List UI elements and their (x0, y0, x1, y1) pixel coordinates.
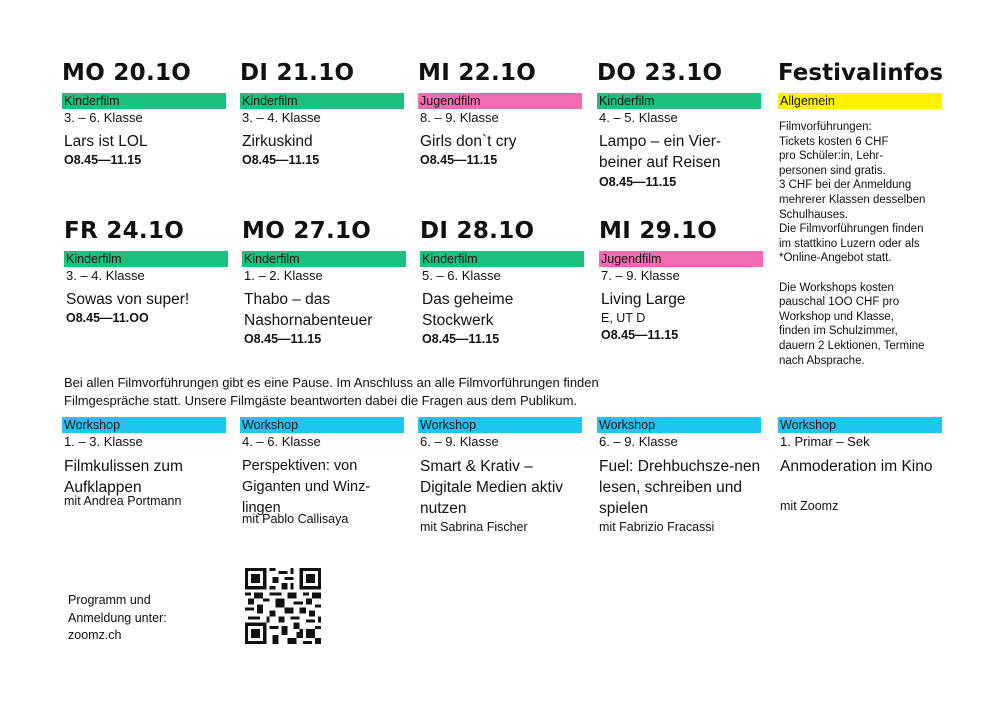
screening-time: O8.45—11.15 (244, 332, 322, 346)
screening-time: O8.45—11.OO (66, 311, 149, 325)
workshop-title: Smart & Krativ – Digitale Medien aktiv nutzen (420, 458, 564, 517)
pause-note-line: Filmgespräche statt. Unsere Filmgäste beantworten dabei die Fragen aus dem Publikum. (64, 392, 578, 408)
class-range: 4. – 6. Klasse (242, 434, 321, 449)
category-bar: Kinderfilm (64, 251, 228, 267)
language-info: E, UT D (601, 311, 646, 325)
class-range: 5. – 6. Klasse (422, 268, 501, 283)
workshop-host: mit Pablo Callisaya (242, 512, 349, 526)
film-title: Lampo – ein Vier-beiner auf Reisen (599, 133, 722, 171)
category-bar: Jugendfilm (599, 251, 763, 267)
pause-note (64, 374, 724, 409)
workshop-title: Anmoderation im Kino (780, 458, 933, 475)
class-range: 6. – 9. Klasse (599, 434, 678, 449)
day-heading: DI 21.1O (240, 60, 355, 86)
workshop-host: mit Andrea Portmann (64, 494, 182, 508)
film-title: Lars ist LOL (64, 133, 148, 150)
screening-time: O8.45—11.15 (242, 153, 320, 167)
category-bar: Workshop (62, 417, 226, 433)
screening-time: O8.45—11.15 (420, 153, 498, 167)
workshop-title: Perspektiven: von Giganten und Winz-lingen (242, 458, 371, 516)
workshop-title: Filmkulissen zum Aufklappen (64, 458, 183, 496)
film-title: Das geheime Stockwerk (422, 291, 514, 329)
day-heading: MI 22.1O (418, 60, 537, 86)
film-title: Sowas von super! (66, 291, 190, 308)
screening-time: O8.45—11.15 (601, 328, 679, 342)
day-heading: MI 29.1O (599, 218, 718, 244)
class-range: 1. – 3. Klasse (64, 434, 143, 449)
class-range: 3. – 4. Klasse (66, 268, 145, 283)
category-bar: Kinderfilm (62, 93, 226, 109)
category-bar: Workshop (418, 417, 582, 433)
qr-code-icon[interactable] (245, 568, 321, 644)
category-bar: Allgemein (778, 93, 942, 109)
workshop-host: mit Zoomz (780, 499, 839, 513)
film-title: Thabo – das Nashornabenteuer (244, 291, 373, 329)
workshop-title: Fuel: Drehbuchsze-nen lesen, schreiben und spielen (599, 458, 761, 517)
class-range: 4. – 5. Klasse (599, 110, 678, 125)
class-range: 6. – 9. Klasse (420, 434, 499, 449)
day-heading: DI 28.1O (420, 218, 535, 244)
pause-note-line: Bei allen Filmvorführungen gibt es eine Pause. Im Anschluss an alle Filmvorführungen finden (64, 375, 599, 390)
festival-heading: Festivalinfos (778, 60, 944, 86)
workshop-host: mit Sabrina Fischer (420, 520, 528, 534)
screening-time: O8.45—11.15 (599, 175, 677, 189)
category-bar: Workshop (240, 417, 404, 433)
class-range: 3. – 6. Klasse (64, 110, 143, 125)
festival-info-text: Filmvorführungen: Tickets kosten 6 CHF pro Schüler:in, Lehr- personen sind gratis. 3 CHF bei der Anmeldung mehrerer Klassen desselben Schulhauses. Die Filmvorführungen finden im stattkino Luzern oder als *Online-Angebot statt. Die Workshops kosten pauschal 1OO CHF pro Workshop und Klasse, finden im Schulzimmer, dauern 2 Lektionen, Termine nach Absprache. (779, 121, 926, 367)
category-bar: Kinderfilm (242, 251, 406, 267)
class-range: 7. – 9. Klasse (601, 268, 680, 283)
category-bar: Workshop (778, 417, 942, 433)
category-bar: Kinderfilm (597, 93, 761, 109)
screening-time: O8.45—11.15 (422, 332, 500, 346)
film-title: Zirkuskind (242, 133, 313, 150)
category-bar: Jugendfilm (418, 93, 582, 109)
day-heading: MO 27.1O (242, 218, 372, 244)
film-title: Living Large (601, 291, 686, 308)
class-range: 1. Primar – Sek (780, 434, 870, 449)
class-range: 3. – 4. Klasse (242, 110, 321, 125)
film-title: Girls don`t cry (420, 133, 517, 150)
workshop-host: mit Fabrizio Fracassi (599, 520, 715, 534)
category-bar: Kinderfilm (240, 93, 404, 109)
category-bar: Workshop (597, 417, 761, 433)
registration-info: Programm und Anmeldung unter: zoomz.ch (68, 593, 167, 642)
day-heading: MO 20.1O (62, 60, 192, 86)
class-range: 1. – 2. Klasse (244, 268, 323, 283)
class-range: 8. – 9. Klasse (420, 110, 499, 125)
day-heading: FR 24.1O (64, 218, 185, 244)
day-heading: DO 23.1O (597, 60, 723, 86)
category-bar: Kinderfilm (420, 251, 584, 267)
screening-time: O8.45—11.15 (64, 153, 142, 167)
